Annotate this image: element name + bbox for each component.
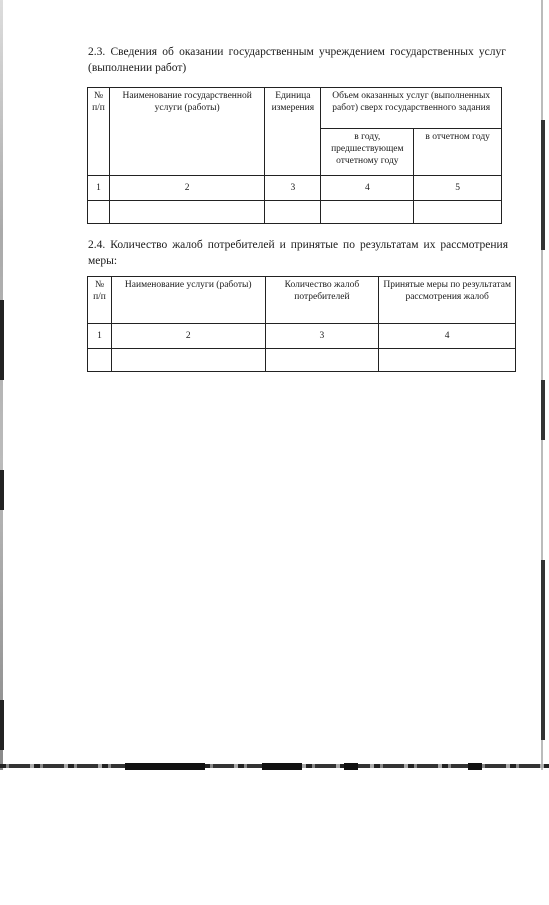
header-volume: Объем оказанных услуг (выполненных работ) сверх государственного задания (321, 88, 502, 129)
header-num: № п/п (88, 88, 110, 176)
header-report-year: в отчетном году (414, 129, 502, 176)
empty-cell (88, 349, 112, 372)
scan-mark (541, 560, 545, 740)
table-row (88, 201, 502, 224)
empty-cell (379, 349, 516, 372)
scan-mark (0, 700, 4, 750)
empty-cell (321, 201, 414, 224)
empty-cell (265, 349, 379, 372)
column-number: 4 (379, 324, 516, 349)
table-row (88, 349, 516, 372)
empty-cell (414, 201, 502, 224)
table-row (88, 176, 502, 201)
header-unit: Единица измерения (265, 88, 321, 176)
scan-mark (125, 763, 205, 770)
column-number: 5 (414, 176, 502, 201)
scan-mark (0, 300, 4, 380)
scan-edge-left (0, 0, 3, 770)
header-prev-year: в году, предшествующем отчетному году (321, 129, 414, 176)
scan-mark (541, 380, 545, 440)
column-number: 4 (321, 176, 414, 201)
scan-mark (344, 763, 358, 770)
column-number: 2 (109, 176, 264, 201)
scan-mark (0, 470, 4, 510)
column-number: 1 (88, 324, 112, 349)
header-service-name: Наименование государственной услуги (работы) (109, 88, 264, 176)
section-2-3-heading: 2.3. Сведения об оказании государственным учреждением государственных услуг (выполнении работ) (88, 46, 506, 74)
header-num: № п/п (88, 277, 112, 324)
column-number: 2 (111, 324, 265, 349)
empty-cell (265, 201, 321, 224)
column-number: 3 (265, 324, 379, 349)
column-number: 3 (265, 176, 321, 201)
header-complaints: Количество жалоб потребителей (265, 277, 379, 324)
header-measures: Принятые меры по результатам рассмотрения жалоб (379, 277, 516, 324)
complaints-table (87, 276, 516, 372)
scan-mark (262, 763, 302, 770)
column-number: 1 (88, 176, 110, 201)
table-row (88, 324, 516, 349)
empty-cell (111, 349, 265, 372)
empty-cell (88, 201, 110, 224)
scan-mark (541, 120, 545, 250)
empty-cell (109, 201, 264, 224)
services-table (87, 87, 502, 224)
header-service-name: Наименование услуги (работы) (111, 277, 265, 324)
scan-mark (468, 763, 482, 770)
section-2-4-heading: 2.4. Количество жалоб потребителей и принятые по результатам их рассмотрения меры: (88, 239, 508, 267)
